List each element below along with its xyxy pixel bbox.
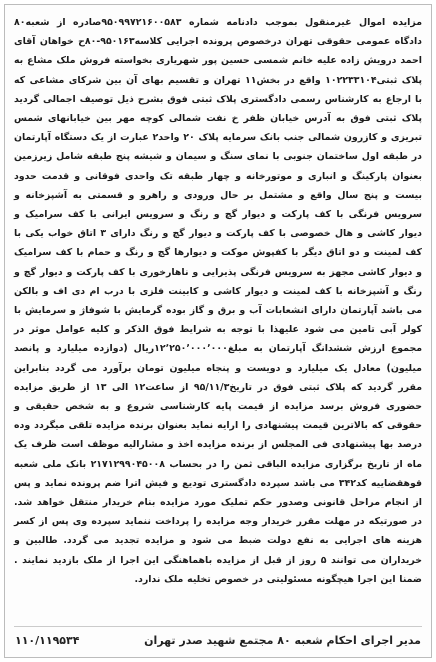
notice-footer <box>15 629 421 651</box>
notice-code: ۱۱۰/۱۱۹۵۳۴ <box>15 633 80 647</box>
auction-notice <box>4 4 432 658</box>
footer-divider <box>14 626 422 627</box>
notice-body-text: مزایده اموال غیرمنقول بموجب دادنامه شماره ۹۵۰۹۹۷۲۱۶۰۰۵۸۳صادره از شعبه۸۰ دادگاه عمومی حقوقی تهران درخصوص پرونده اجرایی کلاسه۹۵۰۱۶۳-۸۰ح خواهان آقای احمد درویش زاده علیه خانم شمسی حسین پور شهریاری بخواسته فروش ملک مشاع به پلاک ثبتی۱۰۲۲۳۳۱۰۴ واقع در بخش۱۱ تهران و تقسیم بهای آن بین شرکای مشاعی که با ارجاع به کارشناس رسمی دادگستری پلاک ثبتی فوق بشرح ذیل توصیف اجمالی گردید پلاک ثبتی فوق به آدرس خیابان ظفر خ نفت شمالی کوچه مهر بین خیابانهای شمس تبریزی و کازرون شمالی جنب بانک سرمایه پلاک ۲۰ واحد۲ عبارت از یک دستگاه آپارتمان در طبقه اول ساختمان جنوبی با نمای سنگ و سیمان و شیشه پنج طبقه شامل زیرزمین بعنوان پارکینگ و انباری و موتورخانه و چهار طبقه تک واحدی فوقانی و قدمت حدود بیست و پنج سال واقع و مشتمل بر حال ورودی و راهرو و قسمتی به آشپزخانه و سرویس فرنگی با کف پارکت و دیوار گچ و رنگ و سرویس ایرانی با کف سرامیک و دیوار کاشی و هال خصوصی با کف پارکت و دیوار گچ و رنگ دارای ۳ اتاق خواب یکی با کف لمینت و دو اتاق دیگر با کفپوش موکت و دیوارها گچ و رنگ و حمام با کف سرامیک و دیوار کاشی مجهز به سرویس فرنگی پذیرایی و ناهارخوری با کف پارکت و دیوار گچ و رنگ و آشپزخانه با کف لمینت و دیوار کاشی و کابینت فلزی با درب ام دی اف و بالکن می باشد آپارتمان دارای انشعابات آب و برق و گاز بوده گرمایش با شوفاژ و سرمایش با کولر آبی تامین می شود علیهذا با توجه به شرایط فوق الذکر و کلیه عوامل موثر در مجموع ارزش ششدانگ آپارتمان به مبلغ۱۲٬۲۵۰٬۰۰۰٬۰۰۰ریال (دوازده میلیارد و پانصد میلیون) معادل یک میلیارد و دویست و پنجاه میلیون تومان برآورد می گردد بنابراین مقرر گردید که پلاک ثبتی فوق در تاریخ۹۵/۱۱/۳ از ساعت۱۲ الی ۱۳ از طریق مزایده حضوری فروش برسد مزایده از قیمت پایه کارشناسی شروع و به شخص حقیقی و حقوقی که بالاترین قیمت پیشنهادی را ارایه نماید بعنوان برنده مزایده تلقی میگردد وده درصد بها پیشنهادی فی المجلس از برنده مزایده اخذ و مشارالیه موظف است ظرف یک ماه از تاریخ برگزاری مزایده الباقی ثمن را در بحساب ۲۱۷۱۲۹۹۰۴۵۰۰۸ بانک ملی شعبه قوهقضاییه کد۳۴۲ می باشد سپرده دادگستری تودیع و فیش اترا ضم پرونده نماید و پس از انجام مراحل قانونی وصدور حکم تملیک مورد مزایده بنام خریدار منتقل خواهد شد. در صورتیکه در مهلت مقرر خریدار وجه مزایده را پرداخت ننماید سپرده وی پس از کسر هزینه های اجرایی به نفع دولت ضبط می شود و مزایده تجدید می گردد. طالبین و خریداران می توانند ۵ روز از قبل از مزایده باهماهنگی این اجرا از ملک بازدید نمایند . ضمنا این اجرا هیچگونه مسئولیتی در خصوص تخلیه ملک ندارد. <box>14 17 423 585</box>
notice-signature: مدیر اجرای احکام شعبه ۸۰ مجتمع شهید صدر تهران <box>144 633 421 647</box>
